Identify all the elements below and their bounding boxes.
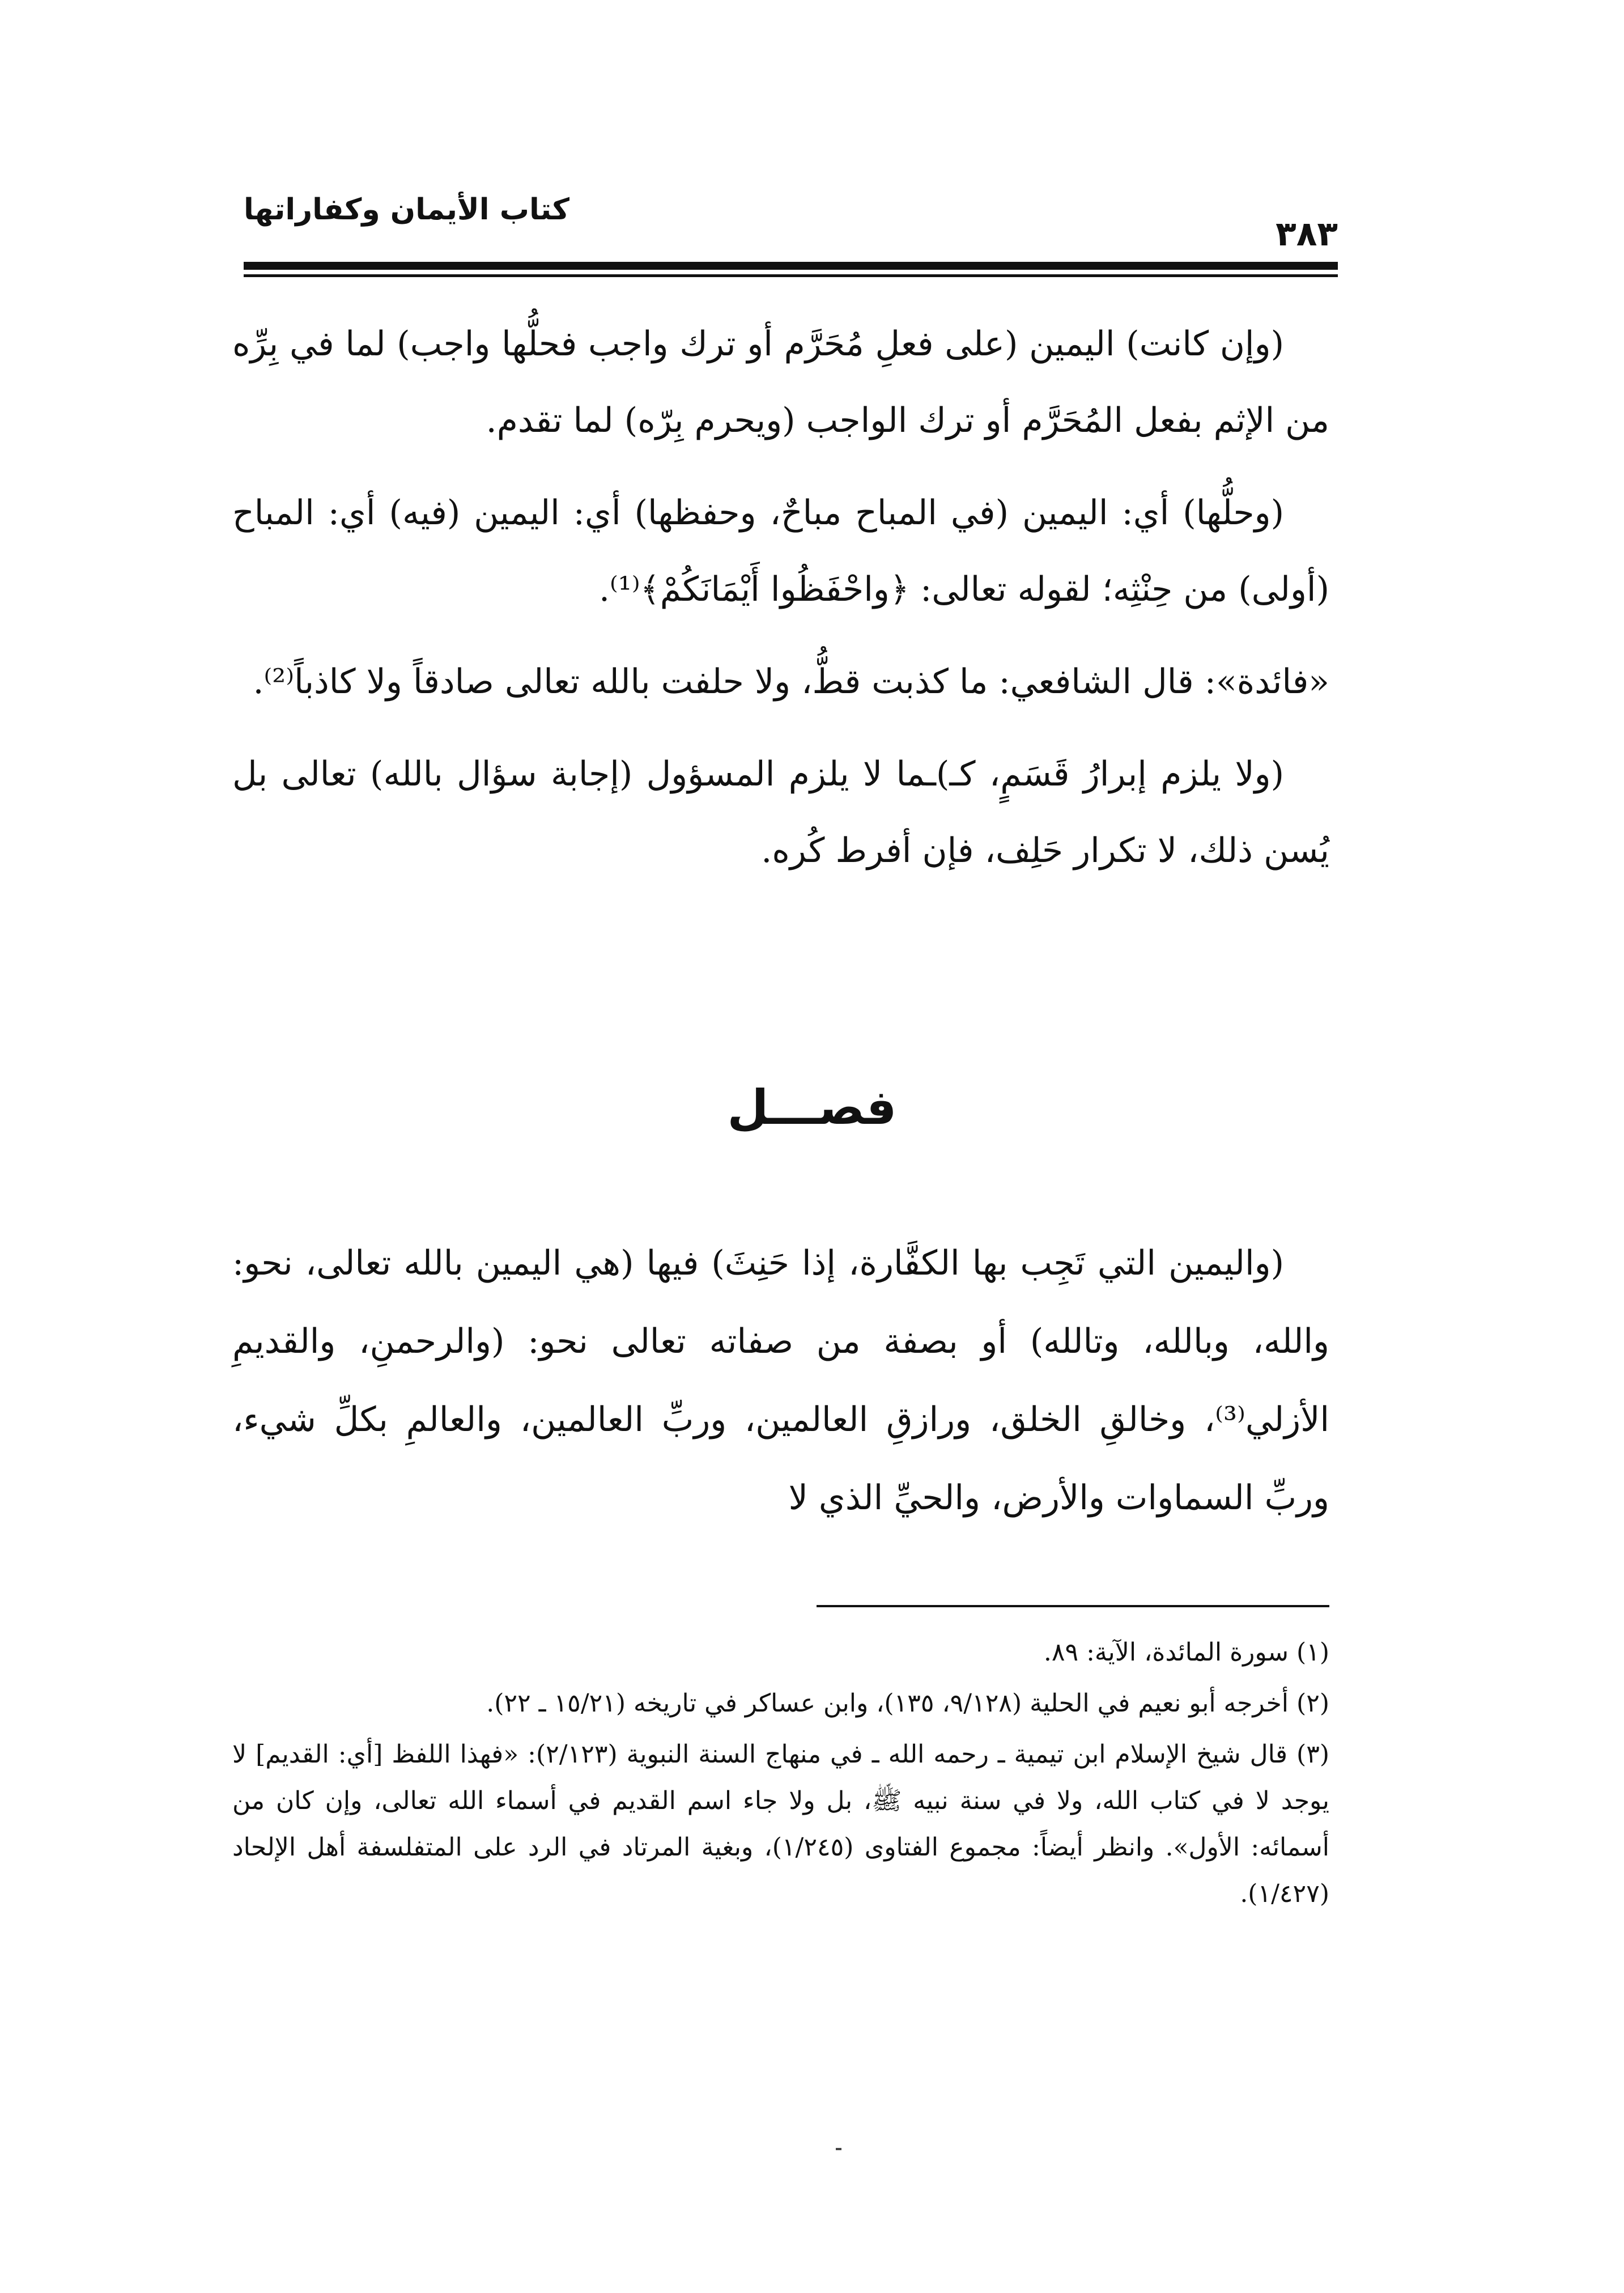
footnote-2: (٢) أخرجه أبو نعيم في الحلية (٩/١٢٨، ١٣٥)، وابن عساكر في تاريخه (١٥/٢١ ـ ٢٢). — [486, 1689, 1329, 1718]
header-rule-thick — [244, 262, 1338, 270]
paragraph-benefit: «فائدة»: قال الشافعي: ما كذبت قطُّ، ولا حلفت بالله تعالى صادقاً ولا كاذباً⁽²⁾. — [253, 662, 1329, 702]
section-text — [232, 1224, 1329, 1537]
page-number: ٣٨٣ — [1276, 214, 1338, 254]
paragraph-oath-fulfilment: (ولا يلزم إبرارُ قَسَمٍ، كـ)ـما لا يلزم المسؤول (إجابة سؤال بالله) تعالى بل يُسن ذلك، لا تكرار حَلِف، فإن أفرط كُره. — [232, 754, 1329, 871]
running-title: كتاب الأيمان وكفاراتها — [244, 193, 569, 227]
paragraph-permissible: (وحلُّها) أي: اليمين (في المباح مباحٌ، وحفظها) أي: اليمين (فيه) أي: المباح (أولى) من حِنْثِه؛ لقوله تعالى: ﴿واحْفَظُوا أَيْمَانَكُمْ﴾⁽¹⁾. — [232, 493, 1329, 609]
footnote-divider — [817, 1605, 1329, 1607]
page-header — [244, 187, 1338, 266]
footnote-1: (١) سورة المائدة، الآية: ٨٩. — [1043, 1638, 1329, 1667]
scan-mark — [836, 2148, 841, 2150]
section-heading: فصـــل — [727, 1080, 897, 1135]
paragraph-obligation: (وإن كانت) اليمين (على فعلِ مُحَرَّم أو ترك واجب فحلُّها واجب) لما في بِرِّه من الإثم بفعل المُحَرَّم أو ترك الواجب (ويحرم بِرّه) لما تقدم. — [232, 324, 1329, 440]
footnote-3: (٣) قال شيخ الإسلام ابن تيمية ـ رحمه الله ـ في منهاج السنة النبوية (٢/١٢٣): «فهذا اللفظ [أي: القديم] لا يوجد لا في كتاب الله، ولا في سنة نبيه ﷺ، بل ولا جاء اسم القديم في أسماء الله تعالى، وإن كان من أسمائه: الأول». وانظر أيضاً: مجموع الفتاوى (١/٢٤٥)، وبغية المرتاد في الرد على المتفلسفة أهل الإلحاد (١/٤٢٧). — [232, 1740, 1329, 1908]
paragraph-expiation-oath: (واليمين التي تَجِب بها الكفَّارة، إذا حَنِثَ) فيها (هي اليمين بالله تعالى، نحو: والله، وبالله، وتالله) أو بصفة من صفاته تعالى نحو: (والرحمنِ، والقديمِ الأزلي⁽³⁾، وخالقِ الخلق، ورازقِ العالمين، وربِّ العالمين، والعالمِ بكلِّ شيء، وربِّ السماوات والأرض، والحيِّ الذي لا — [232, 1243, 1329, 1518]
footnotes — [232, 1629, 1329, 1922]
main-text — [232, 306, 1329, 905]
header-rule-thin — [244, 274, 1338, 277]
